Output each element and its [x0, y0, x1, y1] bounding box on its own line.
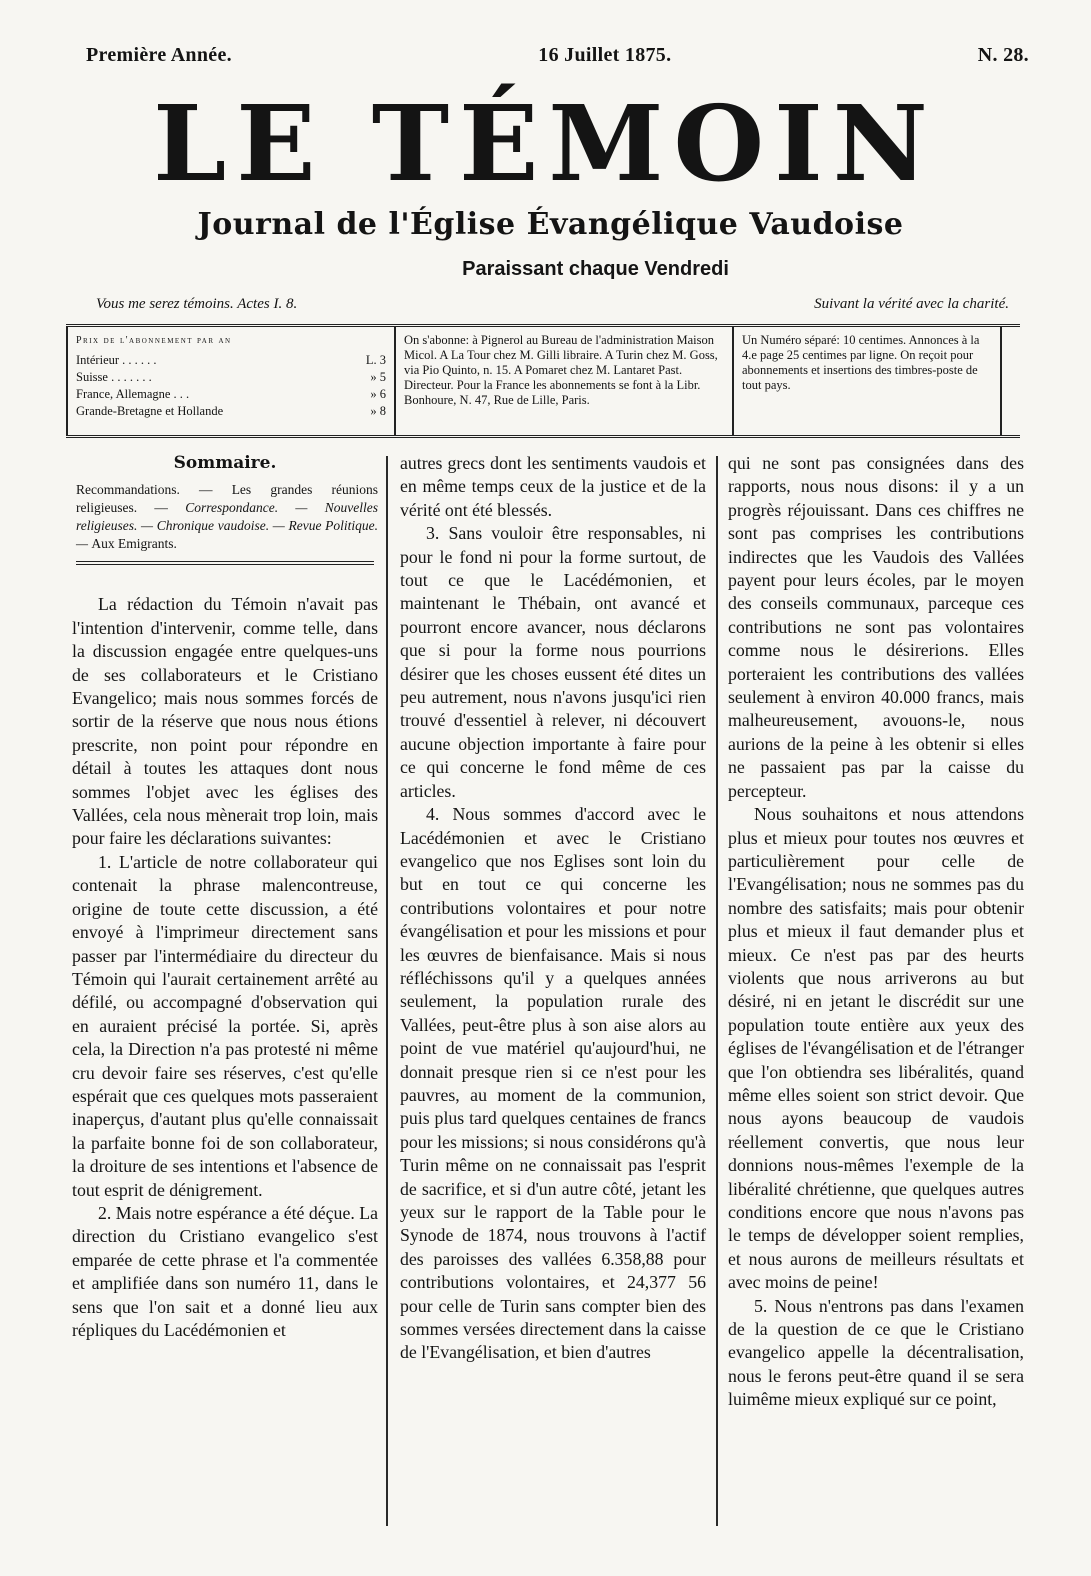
newspaper-subtitle: Journal de l'Église Évangélique Vaudoise — [197, 207, 904, 242]
column-divider — [386, 456, 388, 1526]
article-paragraph: qui ne sont pas consignées dans des rapports, nous nous disons: il y a un progrès réjouissant. Dans ces chiffres ne sont pas comprises les contributions indirectes que les Vaudois des Vallées payent pour leurs écoles, par le moyen des conseils communaux, parceque ces contributions ne sont pas volontaires comme nous le désirerions. Elles porteraient les contributions des vallées seulement à environ 40.000 francs, mais malheureusement, avouons-le, nous aurions de la peine à les obtenir si elles ne passaient pas par la caisse du percepteur. — [728, 453, 1024, 801]
subscription-addresses: On s'abonne: à Pignerol au Bureau de l'administration Maison Micol. A La Tour chez M. Gilli libraire. A Turin chez M. Goss, via Pio Quinto, n. 15. A Pomaret chez M. Lantaret Past. Directeur. Pour la France les abonnements se font à la Libr. Bonhoure, N. 47, Rue de Lille, Paris. — [396, 327, 734, 435]
article-columns — [72, 452, 1024, 1532]
advertising-rates: Un Numéro séparé: 10 centimes. Annonces à la 4.e page 25 centimes par ligne. On reçoit pour abonnements et insertions des timbres-poste de tout pays. — [734, 327, 1002, 435]
article-paragraph: 5. Nous n'entrons pas dans l'examen de la question de ce que le Cristiano evangelico appelle la décentralisation, nous le ferons peut-être quand il se sera luimême mieux expliqué sur ce point, — [728, 1295, 1024, 1410]
article-paragraph: 3. Sans vouloir être responsables, ni pour le fond ni pour la forme surtout, de tout ce que le Lacédémonien, et maintenant le Thébain, ont avancé et pourront encore avancer, nous déclarons que si pour la forme nous pourrions désirer que les choses eussent été dites un peu autrement, nous n'avons jusqu'ici rien trouvé d'essentiel à relever, ni découvert aucune objection importante à faire pour ce qui concerne le fond même de ces articles. — [400, 523, 706, 801]
motto-right: Suivant la vérité avec la charité. — [814, 296, 1009, 312]
sommaire-part-c: Aux Emigrants. — [91, 536, 177, 552]
header-line — [86, 44, 1029, 67]
price-label: Suisse . . . . . . . — [76, 370, 152, 384]
year-label: Première Année. — [86, 44, 232, 66]
article-paragraph: 2. Mais notre espérance a été déçue. La direction du Cristiano evangelico s'est emparée de cette phrase et l'a commentée et amplifiée dans son numéro 11, dans le sens que l'on sait et a donné lieu aux répliques du Lacédémonien et — [72, 1202, 378, 1340]
price-label: France, Allemagne . . . — [76, 387, 190, 401]
column-1 — [72, 452, 378, 1342]
price-value: L. 3 — [365, 353, 386, 367]
sommaire-part-a: Recommandations. — Les grandes réunions religieuses. — — [76, 482, 378, 516]
column-3 — [728, 452, 1024, 1412]
subscription-prices — [66, 327, 396, 435]
price-row — [76, 369, 386, 386]
price-label: Intérieur . . . . . . — [76, 353, 157, 367]
price-value: » 6 — [370, 387, 386, 401]
price-label: Grande-Bretagne et Hollande — [76, 404, 224, 418]
issue-date: 16 Juillet 1875. — [538, 44, 672, 66]
article-paragraph: 4. Nous sommes d'accord avec le Lacédémonien et avec le Cristiano evangelico que nos Eglises sont loin du but en tout ce qui concerne les contributions volontaires et pour notre évangélisation et pour les missions et pour les œuvres de bienfaisance. Mais si nous réfléchissons qu'il y a quelques années seulement, la population rurale des Vallées, peut-être plus à son aise alors au point de vue matériel qu'aujourd'hui, ne donnait presque rien si ce n'est pour les pauvres, au moment de la communion, puis plus tard quelques centaines de francs pour les missions; si nous considérons qu'à Turin même on ne connaissait pas l'esprit de sacrifice, et si d'un autre côté, jetant les yeux sur le rapport de la Table pour le Synode de 1874, nous trouvons à l'actif des paroisses des vallées 6.358,88 pour contributions volontaires, et 24,377 56 pour celle de Turin sans compter bien des sommes versées directement dans la caisse de l'Evangélisation, et bien d'autres — [400, 804, 706, 1363]
article-paragraph: La rédaction du Témoin n'avait pas l'intention d'intervenir, comme telle, dans la discussion engagée entre quelques-uns de ses collaborateurs et le Cristiano Evangelico; mais nous sommes forcés de sortir de la réserve que nous nous étions prescrite, non point pour répondre en détail à toutes les attaques dont nous sommes l'objet avec les églises des Vallées, cela nous mènerait trop loin, mais pour faire les déclarations suivantes: — [72, 594, 378, 849]
price-value: » 5 — [370, 370, 386, 384]
section-divider — [76, 561, 374, 565]
price-row — [76, 403, 386, 420]
sommaire-title: Sommaire. — [173, 453, 277, 473]
motto-left: Vous me serez témoins. Actes I. 8. — [96, 296, 298, 312]
column-divider — [716, 456, 718, 1526]
sommaire-text — [72, 481, 378, 553]
price-row — [76, 352, 386, 369]
price-row — [76, 386, 386, 403]
sommaire-part-b: Correspondance. — Nouvelles religieuses. — Chronique vaudoise. — Revue Politique. — — [76, 500, 378, 552]
publication-frequency: Paraissant chaque Vendredi — [462, 258, 729, 280]
price-value: » 8 — [370, 404, 386, 418]
prices-header: Prix de l'abonnement par an — [76, 335, 232, 346]
issue-number: N. 28. — [977, 44, 1029, 66]
article-paragraph: Nous souhaitons et nous attendons plus et mieux pour toutes nos œuvres et particulièrement pour celle de l'Evangélisation; nous ne sommes pas du nombre des satisfaits; mais pour obtenir plus et mieux il faut demander plus et mieux. Ce n'est pas par des heurts violents que nous arriverons au but désiré, ni en jetant le discrédit sur une population toute entière aux yeux des églises de l'évangélisation et de l'étranger que l'on obtiendra ses libéralités, quand même elles soient son strict devoir. Que nous ayons beaucoup de vaudois réellement convertis, que nous leur donnions nous-mêmes l'exemple de la libéralité chrétienne, que quelques autres conditions encore que nous n'avons pas le temps de développer soient remplies, et nous aurons de meilleurs résultats et avec moins de peine! — [728, 804, 1024, 1293]
subscription-info-box — [66, 324, 1020, 438]
newspaper-title: LE TÉMOIN — [153, 82, 938, 205]
article-paragraph: autres grecs dont les sentiments vaudois et en même temps ceux de la justice et de la vérité ont été blessés. — [400, 453, 706, 520]
article-paragraph: 1. L'article de notre collaborateur qui contenait la phrase malencontreuse, origine de toute cette discussion, a été envoyé à l'imprimeur directement sans passer par l'intermédiaire du directeur du Témoin qui l'aurait certainement arrêté au défilé, ou accompagné d'observation qui en auraient précisé la portée. Si, après cela, la Direction n'a pas protesté ni même cru devoir faire ses réserves, c'est qu'elle espérait que ces quelques mots passeraient inaperçus, d'autant plus qu'elle connaissait la parfaite bonne foi de son collaborateur, la droiture de ses intentions et l'absence de tout esprit de dénigrement. — [72, 851, 378, 1200]
column-2 — [400, 452, 706, 1365]
